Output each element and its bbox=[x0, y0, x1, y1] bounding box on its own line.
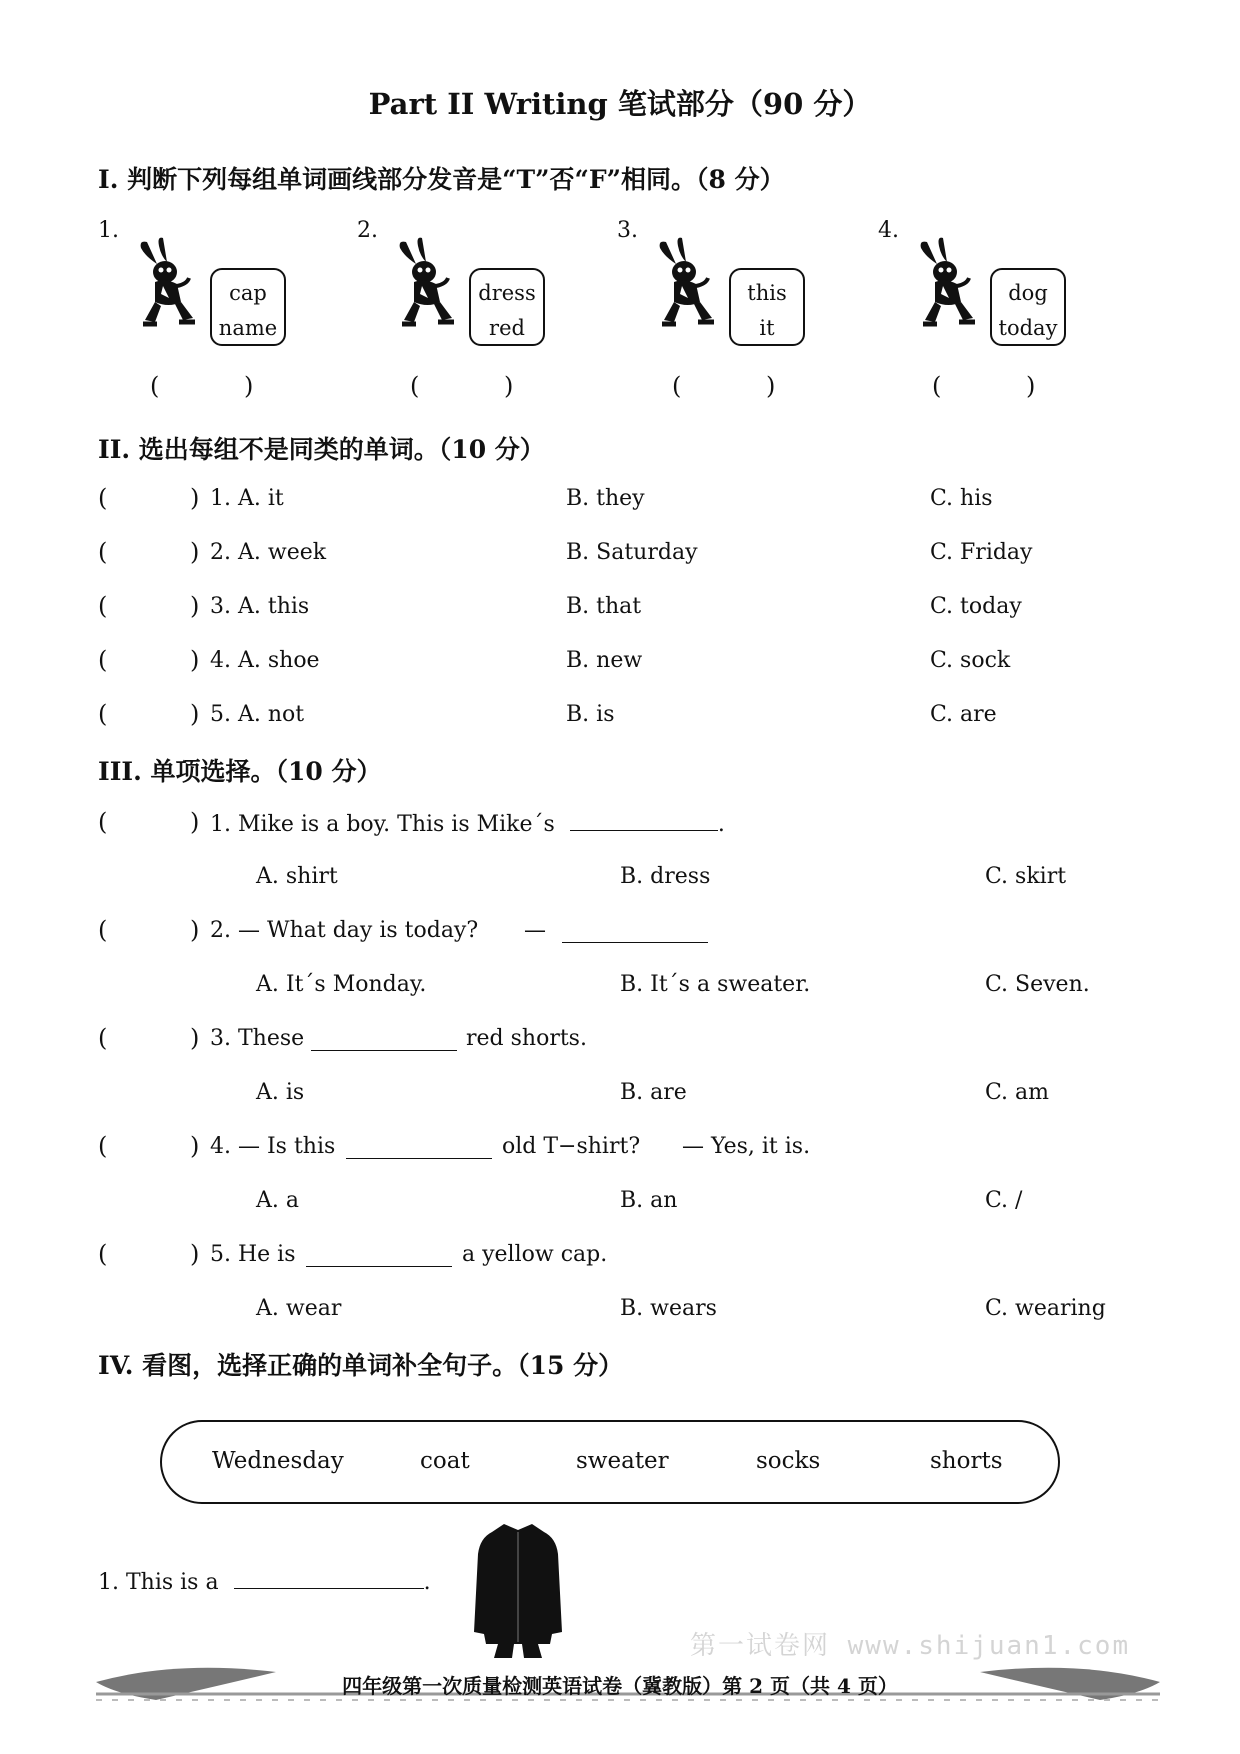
option-c: C. today bbox=[930, 594, 1022, 619]
answer-paren-open[interactable]: ( bbox=[150, 372, 160, 400]
answer-blank[interactable] bbox=[234, 1568, 424, 1589]
bubble-word-1: dress bbox=[478, 281, 536, 305]
answer-paren-close: ) bbox=[504, 372, 514, 400]
question-stem: 5. He is bbox=[210, 1242, 296, 1267]
option-b: B. that bbox=[566, 594, 642, 619]
option-c: C. Seven. bbox=[985, 972, 1090, 997]
answer-paren-open[interactable]: ( bbox=[98, 916, 108, 944]
rabbit-icon bbox=[913, 236, 985, 330]
answer-paren-close: ) bbox=[190, 1240, 200, 1268]
answer-paren-close: ) bbox=[766, 372, 776, 400]
bubble-word-2: name bbox=[218, 316, 278, 340]
word-bank-item: shorts bbox=[930, 1448, 1003, 1474]
answer-blank[interactable] bbox=[311, 1026, 457, 1051]
question-dash: — bbox=[524, 918, 546, 943]
option-a: 1. A. it bbox=[210, 486, 284, 511]
answer-paren-close: ) bbox=[190, 700, 200, 728]
option-a: A. wear bbox=[256, 1296, 342, 1321]
word-bank-item: coat bbox=[420, 1448, 470, 1474]
option-c: C. wearing bbox=[985, 1296, 1106, 1321]
bubble-word-2: today bbox=[998, 316, 1058, 340]
option-c: C. Friday bbox=[930, 540, 1033, 565]
word-bubble bbox=[729, 268, 805, 346]
word-bank-item: Wednesday bbox=[212, 1448, 344, 1474]
option-b: B. an bbox=[620, 1188, 678, 1213]
answer-paren-open[interactable]: ( bbox=[98, 808, 108, 836]
answer-paren-close: ) bbox=[190, 538, 200, 566]
answer-paren-open[interactable]: ( bbox=[98, 1132, 108, 1160]
option-c: C. his bbox=[930, 486, 993, 511]
rabbit-icon bbox=[392, 236, 464, 330]
question-stem: 3. These bbox=[210, 1026, 305, 1051]
word-bank-item: sweater bbox=[576, 1448, 669, 1474]
answer-paren-close: ) bbox=[244, 372, 254, 400]
word-bubble bbox=[469, 268, 545, 346]
option-b: B. is bbox=[566, 702, 615, 727]
answer-paren-open[interactable]: ( bbox=[98, 1240, 108, 1268]
option-a: 2. A. week bbox=[210, 540, 327, 565]
bubble-word-1: cap bbox=[229, 281, 267, 305]
option-c: C. / bbox=[985, 1188, 1023, 1213]
option-b: B. dress bbox=[620, 864, 711, 889]
option-b: B. they bbox=[566, 486, 645, 511]
answer-paren-open[interactable]: ( bbox=[672, 372, 682, 400]
answer-paren-close: ) bbox=[190, 916, 200, 944]
option-c: C. skirt bbox=[985, 864, 1067, 889]
answer-paren-open[interactable]: ( bbox=[98, 592, 108, 620]
option-c: C. are bbox=[930, 702, 997, 727]
word-bubble bbox=[990, 268, 1066, 346]
bubble-word-2: it bbox=[759, 316, 775, 340]
option-a: 3. A. this bbox=[210, 594, 310, 619]
answer-paren-close: ) bbox=[190, 592, 200, 620]
question-stem: 4. — Is this bbox=[210, 1134, 336, 1159]
word-bank bbox=[160, 1420, 1060, 1504]
option-a: A. shirt bbox=[256, 864, 338, 889]
option-b: B. Saturday bbox=[566, 540, 698, 565]
answer-paren-close: ) bbox=[190, 646, 200, 674]
answer-paren-open[interactable]: ( bbox=[410, 372, 420, 400]
answer-paren-close: ) bbox=[190, 808, 200, 836]
question-end: red shorts. bbox=[466, 1026, 587, 1051]
answer-paren-open[interactable]: ( bbox=[98, 646, 108, 674]
item-number: 4. bbox=[878, 218, 899, 243]
question-end: a yellow cap. bbox=[462, 1242, 608, 1267]
section-1-heading: I. 判断下列每组单词画线部分发音是“T”否“F”相同。（8 分） bbox=[98, 165, 785, 194]
option-b: B. new bbox=[566, 648, 643, 673]
section-2-heading: II. 选出每组不是同类的单词。（10 分） bbox=[98, 435, 545, 464]
option-a: A. It´s Monday. bbox=[256, 972, 427, 997]
word-bubble bbox=[210, 268, 286, 346]
word-bank-item: socks bbox=[756, 1448, 821, 1474]
bubble-word-1: this bbox=[747, 281, 787, 305]
answer-paren-open[interactable]: ( bbox=[932, 372, 942, 400]
question-reply: — Yes, it is. bbox=[682, 1134, 811, 1159]
question-end: . bbox=[423, 1570, 431, 1595]
option-a: A. is bbox=[256, 1080, 305, 1105]
option-b: B. It´s a sweater. bbox=[620, 972, 811, 997]
answer-blank[interactable] bbox=[562, 918, 708, 943]
answer-paren-open[interactable]: ( bbox=[98, 700, 108, 728]
item-number: 1. bbox=[98, 218, 119, 243]
question-end: . bbox=[717, 812, 725, 837]
answer-blank[interactable] bbox=[570, 810, 718, 831]
option-a: A. a bbox=[256, 1188, 299, 1213]
rabbit-icon bbox=[133, 236, 205, 330]
question-text bbox=[210, 810, 725, 837]
answer-paren-open[interactable]: ( bbox=[98, 484, 108, 512]
section-4-heading: IV. 看图，选择正确的单词补全句子。（15 分） bbox=[98, 1351, 624, 1380]
question-1-text bbox=[98, 1568, 431, 1595]
rabbit-icon bbox=[652, 236, 724, 330]
option-c: C. sock bbox=[930, 648, 1011, 673]
question-stem: 1. Mike is a boy. This is Mike´s bbox=[210, 812, 555, 837]
answer-blank[interactable] bbox=[346, 1134, 492, 1159]
option-c: C. am bbox=[985, 1080, 1050, 1105]
option-a: 4. A. shoe bbox=[210, 648, 320, 673]
watermark: 第一试卷网 www.shijuan1.com bbox=[690, 1631, 1131, 1661]
question-stem: 1. This is a bbox=[98, 1570, 219, 1595]
option-a: 5. A. not bbox=[210, 702, 305, 727]
coat-picture bbox=[470, 1520, 566, 1660]
answer-paren-close: ) bbox=[1026, 372, 1036, 400]
answer-blank[interactable] bbox=[306, 1242, 452, 1267]
question-stem: 2. — What day is today? bbox=[210, 918, 479, 943]
answer-paren-close: ) bbox=[190, 1132, 200, 1160]
item-number: 3. bbox=[617, 218, 638, 243]
bubble-word-2: red bbox=[489, 316, 525, 340]
section-3-heading: III. 单项选择。（10 分） bbox=[98, 757, 382, 786]
option-b: B. wears bbox=[620, 1296, 717, 1321]
item-number: 2. bbox=[357, 218, 378, 243]
question-mid: old T−shirt? bbox=[502, 1134, 641, 1159]
option-b: B. are bbox=[620, 1080, 687, 1105]
bubble-word-1: dog bbox=[1008, 281, 1048, 305]
answer-paren-close: ) bbox=[190, 484, 200, 512]
page-title: Part II Writing 笔试部分（90 分） bbox=[368, 87, 872, 121]
answer-paren-open[interactable]: ( bbox=[98, 1024, 108, 1052]
footer-text: 四年级第一次质量检测英语试卷（冀教版）第 2 页（共 4 页） bbox=[342, 1674, 898, 1698]
answer-paren-close: ) bbox=[190, 1024, 200, 1052]
answer-paren-open[interactable]: ( bbox=[98, 538, 108, 566]
